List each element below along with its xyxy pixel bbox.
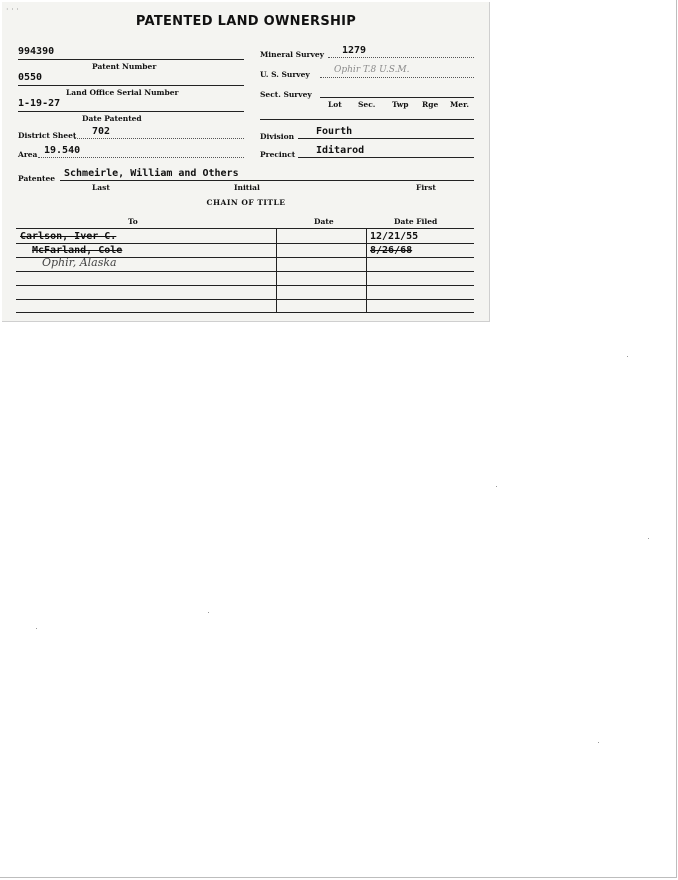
sect-col-rge: Rge <box>422 100 439 109</box>
sect-col-mer: Mer. <box>450 100 469 109</box>
patent-number-value: 994390 <box>18 46 55 57</box>
date-patented-rule <box>18 111 244 112</box>
division-label: Division <box>260 132 295 141</box>
chain-col-date: Date <box>314 217 334 226</box>
district-sheet-label: District Sheet <box>18 131 77 140</box>
chain-row-filed: 8/26/68 <box>370 245 413 256</box>
mineral-survey-rule <box>328 57 474 58</box>
scan-speck <box>36 628 37 629</box>
date-patented-label: Date Patented <box>82 114 142 123</box>
division-value: Fourth <box>316 126 353 137</box>
area-value: 19.540 <box>44 145 81 156</box>
patentee-value: Schmeirle, William and Others <box>64 168 239 179</box>
precinct-value: Iditarod <box>316 145 365 156</box>
chain-of-title-heading: CHAIN OF TITLE <box>206 198 286 207</box>
precinct-label: Precinct <box>260 150 296 159</box>
sect-col-twp: Twp <box>392 100 409 109</box>
land-office-serial-rule <box>18 85 244 86</box>
precinct-rule <box>298 157 474 158</box>
scan-speck <box>627 356 628 357</box>
sect-survey-label: Sect. Survey <box>260 90 312 99</box>
district-sheet-rule <box>74 138 244 139</box>
patentee-label: Patentee <box>18 174 55 183</box>
patentee-rule <box>60 180 474 181</box>
name-part-last: Last <box>92 183 110 192</box>
division-rule <box>298 138 474 139</box>
date-patented-value: 1-19-27 <box>18 98 61 109</box>
district-sheet-value: 702 <box>92 126 111 137</box>
chain-row-rule <box>16 312 474 313</box>
patented-land-ownership-card <box>2 2 490 322</box>
patent-number-rule <box>18 59 244 60</box>
chain-row-rule <box>16 299 474 300</box>
mineral-survey-label: Mineral Survey <box>260 50 324 59</box>
sect-col-lot: Lot <box>328 100 342 109</box>
land-office-serial-value: 0550 <box>18 72 43 83</box>
name-part-initial: Initial <box>234 183 260 192</box>
chain-row-to: McFarland, Cole <box>32 245 123 256</box>
chain-row-filed: 12/21/55 <box>370 231 419 242</box>
name-part-first: First <box>416 183 436 192</box>
sect-survey-bottom-rule <box>260 119 474 120</box>
chain-col-date-filed: Date Filed <box>394 217 438 226</box>
land-office-serial-label: Land Office Serial Number <box>66 88 179 97</box>
sect-survey-rule <box>320 97 474 98</box>
us-survey-label: U. S. Survey <box>260 70 310 79</box>
chain-row-rule <box>16 271 474 272</box>
card-title: PATENTED LAND OWNERSHIP <box>135 14 357 29</box>
scan-speck <box>648 538 649 539</box>
chain-col-to: To <box>128 217 138 226</box>
chain-row-rule <box>16 285 474 286</box>
chain-row-to: Carlson, Iver C. <box>20 231 117 242</box>
scan-speck <box>496 486 497 487</box>
mineral-survey-value: 1279 <box>342 45 367 56</box>
scan-speck <box>598 742 599 743</box>
chain-header-rule <box>16 228 474 229</box>
corner-marks: · · · <box>6 5 19 14</box>
area-label: Area <box>18 150 38 159</box>
chain-row-to: Ophir, Alaska <box>42 256 117 269</box>
us-survey-rule <box>320 77 474 78</box>
sect-col-sec: Sec. <box>358 100 376 109</box>
chain-row-rule <box>16 243 474 244</box>
scan-speck <box>208 612 209 613</box>
patent-number-label: Patent Number <box>92 62 157 71</box>
area-rule <box>38 157 244 158</box>
us-survey-value: Ophir T.8 U.S.M. <box>334 65 410 75</box>
